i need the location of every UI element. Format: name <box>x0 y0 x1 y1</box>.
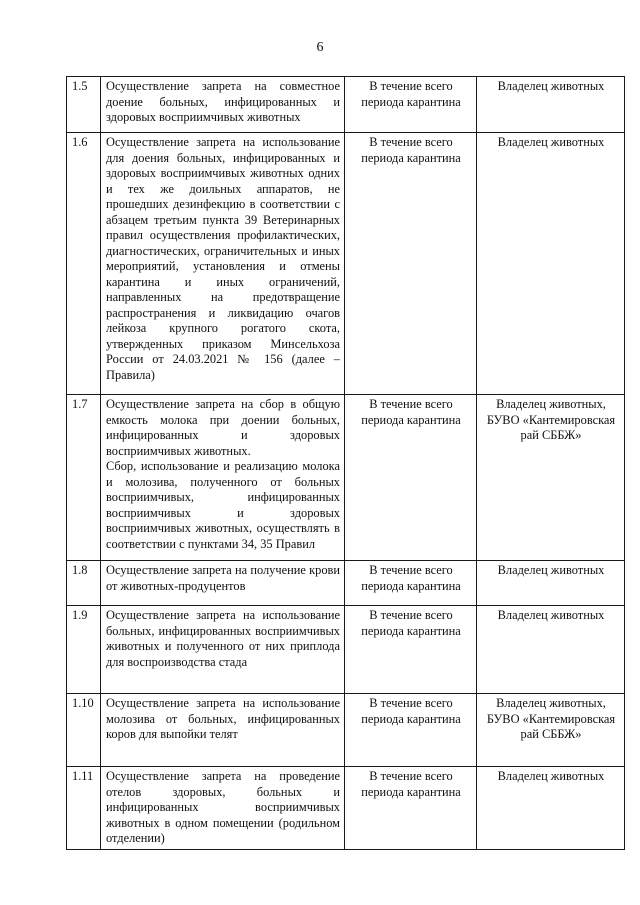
row-number: 1.9 <box>67 606 101 694</box>
measure-term: В течение всего периода карантина <box>345 561 477 606</box>
measure-responsible: Владелец животных, БУВО «Кантемировская рай СББЖ» <box>477 694 625 767</box>
measures-table-body <box>67 77 625 850</box>
measure-text-cell <box>101 694 345 767</box>
measure-text: Осуществление запрета на использование больных, инфицированных восприимчивых животных и полученного от них приплода для воспроизводства стада <box>106 608 340 669</box>
measure-responsible: Владелец животных <box>477 77 625 133</box>
row-number: 1.7 <box>67 395 101 561</box>
measure-text-cell <box>101 133 345 395</box>
row-number: 1.8 <box>67 561 101 606</box>
table-row <box>67 133 625 395</box>
page-number: 6 <box>316 40 324 55</box>
table-row <box>67 694 625 767</box>
measures-table <box>66 76 625 850</box>
measure-term: В течение всего периода карантина <box>345 77 477 133</box>
table-row <box>67 77 625 133</box>
measure-text-cell <box>101 77 345 133</box>
measure-text-cell <box>101 767 345 850</box>
row-number: 1.11 <box>67 767 101 850</box>
measure-text: Осуществление запрета на совместное доение больных, инфицированных и здоровых восприимчивых животных <box>106 79 340 124</box>
measure-responsible: Владелец животных <box>477 133 625 395</box>
measure-term: В течение всего периода карантина <box>345 694 477 767</box>
table-row <box>67 606 625 694</box>
measure-term: В течение всего периода карантина <box>345 395 477 561</box>
row-number: 1.10 <box>67 694 101 767</box>
table-row <box>67 561 625 606</box>
row-number: 1.5 <box>67 77 101 133</box>
measure-term: В течение всего периода карантина <box>345 133 477 395</box>
measure-responsible: Владелец животных, БУВО «Кантемировская рай СББЖ» <box>477 395 625 561</box>
measure-term: В течение всего периода карантина <box>345 767 477 850</box>
measure-text: Осуществление запрета на использование молозива от больных, инфицированных коров для выпойки телят <box>106 696 340 741</box>
measure-text: Осуществление запрета на использование для доения больных, инфицированных и здоровых восприимчивых животных одних и тех же доильных аппаратов, не прошедших дезинфекцию в соответствии с абзацем третьим пункта 39 Ветеринарных правил осуществления профилактических, диагностических, ограничительных и иных мероприятий, установления и отмены карантина и иных ограничений, направленных на предотвращение распространения и ликвидацию очагов лейкоза крупного рогатого скота, утвержденных приказом Минсельхоза России от 24.03.2021 № 156 (далее – Правила) <box>106 135 340 382</box>
measure-text: Сбор, использование и реализацию молока и молозива, полученного от больных восприимчивых, инфицированных восприимчивых и здоровых восприимчивых животных, осуществлять в соответствии с пунктами 34, 35 Правил <box>106 459 340 551</box>
measure-text: Осуществление запрета на сбор в общую емкость молока при доении больных, инфицированных и здоровых восприимчивых животных. <box>106 397 340 458</box>
measure-term: В течение всего периода карантина <box>345 606 477 694</box>
measure-text-cell <box>101 395 345 561</box>
measure-responsible: Владелец животных <box>477 561 625 606</box>
table-row <box>67 767 625 850</box>
measure-text-cell <box>101 561 345 606</box>
row-number: 1.6 <box>67 133 101 395</box>
measure-responsible: Владелец животных <box>477 767 625 850</box>
measure-text: Осуществление запрета на проведение отелов здоровых, больных и инфицированных восприимчивых животных в одном помещении (родильном отделении) <box>106 769 340 845</box>
table-row <box>67 395 625 561</box>
measure-text: Осуществление запрета на получение крови от животных-продуцентов <box>106 563 340 593</box>
measure-responsible: Владелец животных <box>477 606 625 694</box>
measure-text-cell <box>101 606 345 694</box>
